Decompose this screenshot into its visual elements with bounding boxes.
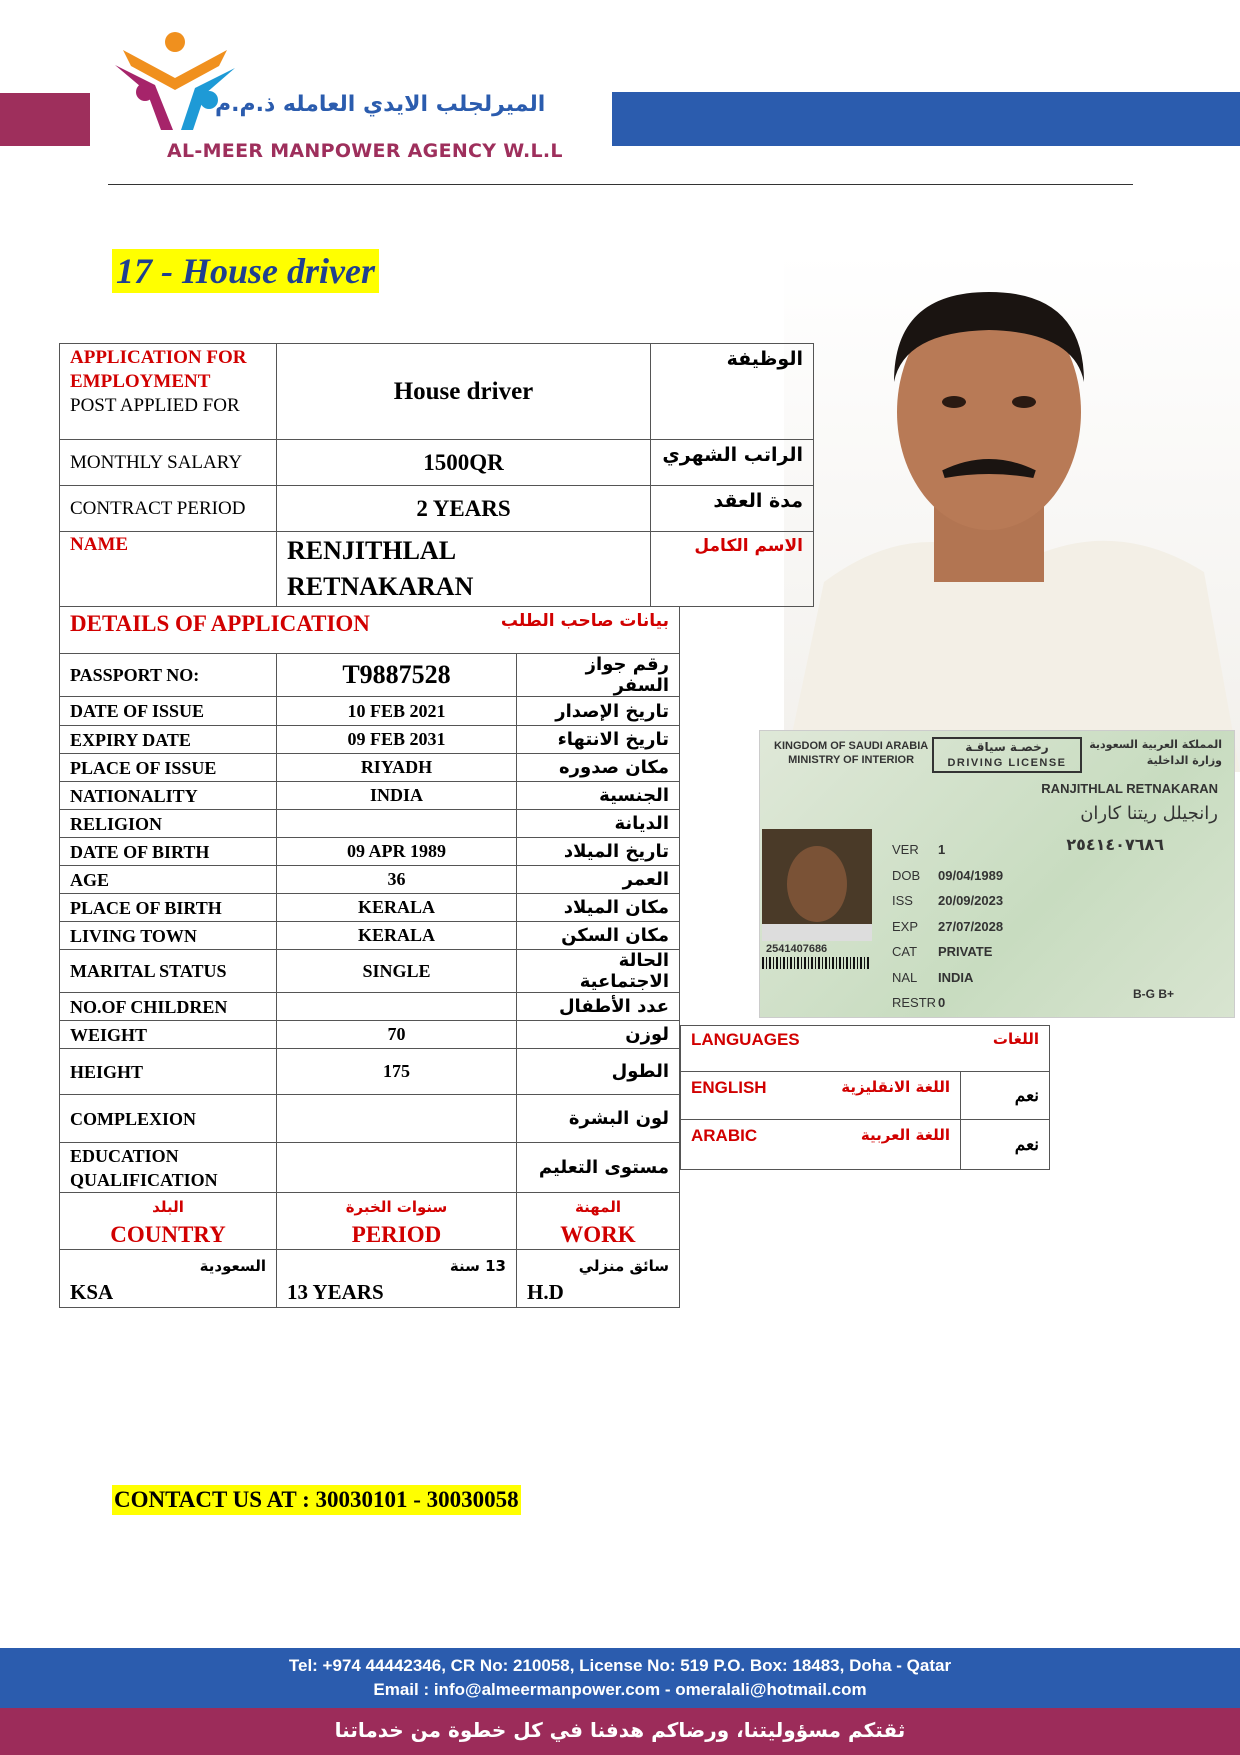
license-field-key: CAT: [892, 944, 918, 959]
details-title-ar: بيانات صاحب الطلب: [500, 611, 669, 631]
license-field-key: RESTR: [892, 995, 937, 1010]
company-name-ar: الميرلجلب الايدي العامله ذ.م.م: [215, 92, 546, 117]
languages-table: [680, 1025, 1050, 1170]
details-row: [60, 838, 680, 866]
company-logo: [115, 30, 235, 135]
post-value: House driver: [277, 344, 651, 440]
field-value: 175: [277, 1049, 517, 1095]
salary-label: MONTHLY SALARY: [60, 440, 277, 486]
footer-line2: Email : info@almeermanpower.com - omeralali@hotmail.com: [373, 1680, 867, 1699]
exp-header-work-ar: المهنة: [575, 1198, 621, 1216]
field-value: KERALA: [277, 922, 517, 950]
header-blue-bar: [612, 92, 1240, 146]
details-row: [60, 993, 680, 1021]
post-table: [59, 343, 814, 607]
details-row: [60, 654, 680, 697]
field-label-ar: لوزن: [517, 1021, 680, 1049]
license-field-key: NAL: [892, 969, 918, 985]
contract-label: CONTRACT PERIOD: [60, 486, 277, 532]
details-row: [60, 1049, 680, 1095]
salary-label-ar: الراتب الشهري: [651, 440, 814, 486]
language-name-ar: اللغة العربية: [860, 1126, 950, 1144]
field-label-ar: عدد الأطفال: [517, 993, 680, 1021]
license-field-value: 0: [938, 995, 946, 1010]
field-value: [277, 1095, 517, 1143]
divider: [108, 184, 1133, 185]
details-row: [60, 726, 680, 754]
details-row: [60, 1095, 680, 1143]
contact-info: CONTACT US AT : 30030101 - 30030058: [112, 1485, 521, 1515]
license-field-value: 1: [938, 842, 946, 857]
exp-header-country: COUNTRY: [110, 1222, 226, 1247]
field-value: 36: [277, 866, 517, 894]
details-row: [60, 1021, 680, 1049]
post-label: POST APPLIED FOR: [70, 395, 240, 416]
field-label: MARITAL STATUS: [60, 950, 277, 993]
language-name: ARABIC: [691, 1126, 758, 1145]
applicant-photo: [784, 252, 1240, 772]
field-label-ar: تاريخ الإصدار: [517, 697, 680, 726]
license-field: [892, 837, 1003, 863]
exp-country-ar: السعودية: [199, 1256, 266, 1275]
field-label: DATE OF BIRTH: [60, 838, 277, 866]
exp-country: KSA: [70, 1279, 114, 1304]
footer-contact: [0, 1648, 1240, 1708]
contract-value: 2 YEARS: [277, 486, 651, 532]
license-field-key: ISS: [892, 893, 913, 908]
experience-row: [60, 1250, 680, 1308]
license-field-key: DOB: [892, 867, 921, 883]
field-value: 70: [277, 1021, 517, 1049]
languages-title-ar: اللغات: [992, 1030, 1039, 1048]
field-label-ar: لون البشرة: [517, 1095, 680, 1143]
license-field-key: VER: [892, 842, 919, 857]
exp-period-ar: 13 سنة: [449, 1256, 506, 1275]
license-barcode-number: 2541407686: [766, 943, 828, 955]
field-label-ar: الجنسية: [517, 782, 680, 810]
exp-work-ar: سائق منزلي: [578, 1256, 669, 1275]
field-value: INDIA: [277, 782, 517, 810]
license-blood-group: B-G B+: [1132, 987, 1174, 1001]
license-field-value: PRIVATE: [938, 944, 993, 959]
page-title: 17 - House driver: [112, 249, 379, 293]
field-label: DATE OF ISSUE: [60, 697, 277, 726]
details-row: [60, 810, 680, 838]
details-row: [60, 922, 680, 950]
license-field-value: 20/09/2023: [938, 893, 1004, 908]
details-row: [60, 782, 680, 810]
field-label-ar: مكان الميلاد: [517, 894, 680, 922]
field-label-ar: رقم جواز السفر: [517, 654, 680, 697]
details-row: [60, 697, 680, 726]
exp-header-period-ar: سنوات الخبرة: [345, 1198, 448, 1216]
details-row: [60, 866, 680, 894]
field-label-ar: مكان السكن: [517, 922, 680, 950]
license-ministry-ar: وزارة الداخلية: [1146, 754, 1222, 767]
field-label-ar: مستوى التعليم: [517, 1143, 680, 1193]
license-country-ar: المملكة العربية السعودية: [1089, 738, 1222, 751]
field-label: PLACE OF BIRTH: [60, 894, 277, 922]
license-ministry: MINISTRY OF INTERIOR: [788, 754, 915, 766]
barcode: [762, 957, 870, 969]
field-label: EXPIRY DATE: [60, 726, 277, 754]
company-name-en: AL-MEER MANPOWER AGENCY W.L.L: [167, 140, 563, 162]
field-label: PLACE OF ISSUE: [60, 754, 277, 782]
license-field: [892, 863, 1003, 889]
field-value: 09 APR 1989: [277, 838, 517, 866]
field-value: [277, 993, 517, 1021]
exp-work: H.D: [527, 1279, 564, 1304]
exp-header-work: WORK: [560, 1222, 636, 1247]
license-field-value: 27/07/2028: [938, 918, 1004, 934]
field-value: 10 FEB 2021: [277, 697, 517, 726]
salary-value: 1500QR: [277, 440, 651, 486]
license-field-value: 09/04/1989: [938, 867, 1004, 883]
field-label-ar: العمر: [517, 866, 680, 894]
exp-period: 13 YEARS: [287, 1279, 384, 1304]
driving-license-card: [759, 730, 1235, 1018]
language-row: [681, 1072, 1050, 1120]
field-value: [277, 810, 517, 838]
license-field-key: EXP: [892, 918, 919, 934]
license-title: DRIVING LICENSE: [947, 757, 1067, 769]
field-label-ar: الطول: [517, 1049, 680, 1095]
application-label: APPLICATION FOR EMPLOYMENT: [70, 347, 247, 392]
license-name-ar: رانجيلل ريتنا كاران: [1080, 803, 1218, 824]
field-value: SINGLE: [277, 950, 517, 993]
field-label: PASSPORT NO:: [60, 654, 277, 697]
license-field: [892, 965, 1003, 991]
field-label: HEIGHT: [60, 1049, 277, 1095]
language-answer: نعم: [961, 1072, 1050, 1120]
language-name-ar: اللغة الانقليزية: [841, 1078, 950, 1096]
field-value: T9887528: [277, 654, 517, 697]
field-label: COMPLEXION: [60, 1095, 277, 1143]
license-number-ar: ٢٥٤١٤٠٧٦٨٦: [1066, 835, 1164, 854]
name-label: NAME: [60, 532, 277, 607]
exp-header-country-ar: البلد: [152, 1198, 184, 1216]
field-value: KERALA: [277, 894, 517, 922]
license-photo: [762, 829, 872, 941]
license-field-value: INDIA: [938, 969, 974, 985]
field-label: AGE: [60, 866, 277, 894]
license-country: KINGDOM OF SAUDI ARABIA: [774, 740, 929, 752]
field-label: EDUCATION QUALIFICATION: [60, 1143, 277, 1193]
license-name: RANJITHLAL RETNAKARAN: [1041, 781, 1218, 796]
header-maroon-bar: [0, 93, 90, 146]
field-value: [277, 1143, 517, 1193]
field-label: LIVING TOWN: [60, 922, 277, 950]
license-field: [892, 888, 1003, 914]
license-field: [892, 914, 1003, 940]
field-label-ar: الديانة: [517, 810, 680, 838]
field-label-ar: مكان صدوره: [517, 754, 680, 782]
details-title: DETAILS OF APPLICATION: [70, 611, 370, 636]
field-label-ar: تاريخ الميلاد: [517, 838, 680, 866]
details-row: [60, 754, 680, 782]
field-label: NO.OF CHILDREN: [60, 993, 277, 1021]
field-value: 09 FEB 2031: [277, 726, 517, 754]
languages-title: LANGUAGES: [691, 1030, 800, 1049]
field-label-ar: تاريخ الانتهاء: [517, 726, 680, 754]
exp-header-period: PERIOD: [351, 1222, 442, 1247]
field-label: WEIGHT: [60, 1021, 277, 1049]
license-title-ar: رخصـة سياقـة: [965, 740, 1049, 754]
details-row: [60, 894, 680, 922]
field-value: RIYADH: [277, 754, 517, 782]
field-label: NATIONALITY: [60, 782, 277, 810]
license-field: [892, 990, 1003, 1016]
license-field: [892, 939, 1003, 965]
footer-slogan: ثقتكم مسؤوليتنا، ورضاكم هدفنا في كل خطوة من خدماتنا: [0, 1708, 1240, 1755]
details-table: [59, 606, 680, 1308]
details-row: [60, 1143, 680, 1193]
name-label-ar: الاسم الكامل: [651, 532, 814, 607]
contract-label-ar: مدة العقد: [651, 486, 814, 532]
field-label-ar: الحالة الاجتماعية: [517, 950, 680, 993]
details-row: [60, 950, 680, 993]
language-answer: نعم: [961, 1120, 1050, 1170]
field-label: RELIGION: [60, 810, 277, 838]
post-label-ar: الوظيفة: [651, 344, 814, 440]
language-row: [681, 1120, 1050, 1170]
footer-line1: Tel: +974 44442346, CR No: 210058, License No: 519 P.O. Box: 18483, Doha - Qatar: [288, 1656, 952, 1675]
language-name: ENGLISH: [691, 1078, 767, 1097]
name-value: RENJITHLAL RETNAKARAN: [277, 532, 651, 607]
